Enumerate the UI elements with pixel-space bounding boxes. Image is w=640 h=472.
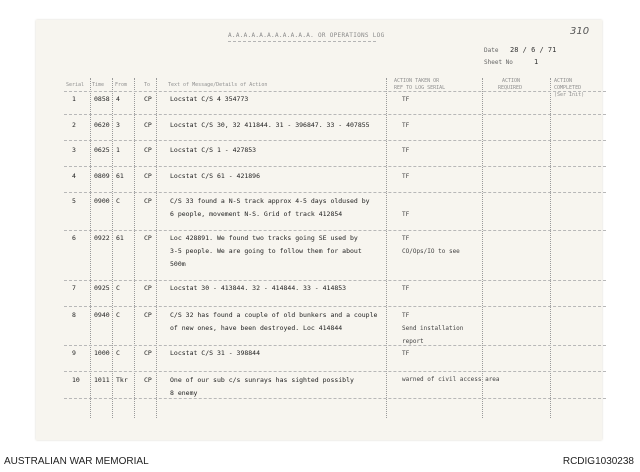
entry-to: CP <box>144 376 152 384</box>
row-rule <box>64 306 606 307</box>
entry-to: CP <box>144 311 152 319</box>
col-divider <box>156 78 157 418</box>
col-header-action-required-2: REQUIRED <box>498 85 523 91</box>
col-header-serial: Serial <box>66 82 85 88</box>
entry-time: 1000 <box>94 349 110 357</box>
entry-to: CP <box>144 172 152 180</box>
row-rule <box>64 345 606 346</box>
entry-text-line: 8 enemy <box>170 389 198 397</box>
entry-text-line: Locstat 30 - 413844. 32 - 414844. 33 - 414853 <box>170 284 347 292</box>
row-rule <box>64 166 606 167</box>
entry-action-line: TF <box>402 235 410 242</box>
entry-text-line: Locstat C/S 61 - 421896 <box>170 172 261 180</box>
footer-reference: RCDIG1030238 <box>562 456 634 467</box>
entry-from: 1 <box>116 146 120 154</box>
page-number: 310 <box>570 26 590 37</box>
entry-serial: 5 <box>72 197 76 205</box>
entry-time: 0922 <box>94 234 110 242</box>
entry-action-line: report <box>402 338 424 345</box>
row-rule <box>64 91 606 92</box>
entry-text-line: Loc 428891. We found two tracks going SE used by <box>170 234 358 242</box>
entry-text-line: Locstat C/S 30, 32 411844. 31 - 396847. 33 - 407855 <box>170 121 370 129</box>
entry-text-line: 6 people, movement N-S. Grid of track 412854 <box>170 210 343 218</box>
sheet-label: Sheet No <box>484 59 513 66</box>
date-label: Date <box>484 47 499 54</box>
entry-text-line: Locstat C/S 1 - 427853 <box>170 146 257 154</box>
col-divider <box>386 78 387 418</box>
entry-to: CP <box>144 121 152 129</box>
col-header-action-completed-3: (Ser Init) <box>554 92 585 98</box>
entry-action-line: TF <box>402 350 410 357</box>
entry-action-line: TF <box>402 312 410 319</box>
col-header-action-taken-2: REF TO LOG SERIAL <box>394 85 446 91</box>
entry-from: 4 <box>116 95 120 103</box>
entry-text-line: Locstat C/S 4 354773 <box>170 95 249 103</box>
entry-to: CP <box>144 146 152 154</box>
row-rule <box>64 230 606 231</box>
entry-time: 0620 <box>94 121 110 129</box>
entry-from: Tkr <box>116 376 128 384</box>
entry-serial: 2 <box>72 121 76 129</box>
entry-serial: 1 <box>72 95 76 103</box>
col-header-from: From <box>115 82 128 88</box>
entry-action-line: TF <box>402 96 410 103</box>
entry-serial: 10 <box>72 376 80 384</box>
col-header-action-taken: ACTION TAKEN OR <box>394 78 440 84</box>
entry-from: C <box>116 349 120 357</box>
entry-serial: 6 <box>72 234 76 242</box>
row-rule <box>64 140 606 141</box>
entry-time: 0858 <box>94 95 110 103</box>
entry-from: C <box>116 284 120 292</box>
col-header-action-required: ACTION <box>502 78 521 84</box>
row-rule <box>64 371 606 372</box>
col-header-action-completed: ACTION <box>554 78 573 84</box>
col-divider <box>550 78 551 418</box>
entry-action-line: TF <box>402 173 410 180</box>
entry-to: CP <box>144 349 152 357</box>
entry-action-line: CO/Ops/IO to see <box>402 248 460 255</box>
operations-log-table <box>64 78 606 418</box>
entry-action-line: warned of civil access area <box>402 376 500 383</box>
col-divider <box>90 78 91 418</box>
entry-to: CP <box>144 284 152 292</box>
entry-action-line: TF <box>402 122 410 129</box>
entry-time: 0625 <box>94 146 110 154</box>
entry-from: C <box>116 197 120 205</box>
sheet-value: 1 <box>534 58 539 66</box>
entry-serial: 4 <box>72 172 76 180</box>
entry-text-line: Locstat C/S 31 - 398844 <box>170 349 261 357</box>
entry-from: 61 <box>116 172 124 180</box>
col-divider <box>112 78 113 418</box>
entry-from: C <box>116 311 120 319</box>
footer-source: AUSTRALIAN WAR MEMORIAL <box>4 456 149 467</box>
entry-time: 0925 <box>94 284 110 292</box>
entry-to: CP <box>144 197 152 205</box>
entry-text-line: One of our sub c/s sunrays has sighted possibly <box>170 376 354 384</box>
row-rule <box>64 280 606 281</box>
entry-text-line: C/S 33 found a N-S track approx 4-5 days oldused by <box>170 197 370 205</box>
entry-serial: 9 <box>72 349 76 357</box>
entry-from: 61 <box>116 234 124 242</box>
col-divider <box>482 78 483 418</box>
row-rule <box>64 114 606 115</box>
entry-serial: 3 <box>72 146 76 154</box>
log-title: A.A.A.A.A.A.A.A.A.A.A. OR OPERATIONS LOG <box>228 32 385 39</box>
entry-time: 0900 <box>94 197 110 205</box>
entry-serial: 7 <box>72 284 76 292</box>
col-header-text: Text of Message/Details of Action <box>168 82 268 88</box>
entry-text-line: of new ones, have been destroyed. Loc 414844 <box>170 324 343 332</box>
date-value: 28 / 6 / 71 <box>510 46 557 54</box>
entry-time: 1011 <box>94 376 110 384</box>
col-header-time: Time <box>92 82 105 88</box>
col-header-to: To <box>144 82 151 88</box>
entry-to: CP <box>144 95 152 103</box>
entry-action-line: TF <box>402 147 410 154</box>
entry-time: 0940 <box>94 311 110 319</box>
title-underline <box>228 41 376 42</box>
row-rule <box>64 398 606 399</box>
col-divider <box>134 78 135 418</box>
entry-action-line: Send installation <box>402 325 464 332</box>
entry-text-line: 3-5 people. We are going to follow them for about <box>170 247 362 255</box>
entry-from: 3 <box>116 121 120 129</box>
col-header-action-completed-2: COMPLETED <box>554 85 582 91</box>
entry-text-line: 500m <box>170 260 186 268</box>
entry-time: 0809 <box>94 172 110 180</box>
entry-to: CP <box>144 234 152 242</box>
entry-action-line: TF <box>402 285 410 292</box>
entry-serial: 8 <box>72 311 76 319</box>
entry-action-line: TF <box>402 211 410 218</box>
entry-text-line: C/S 32 has found a couple of old bunkers and a couple <box>170 311 378 319</box>
row-rule <box>64 192 606 193</box>
